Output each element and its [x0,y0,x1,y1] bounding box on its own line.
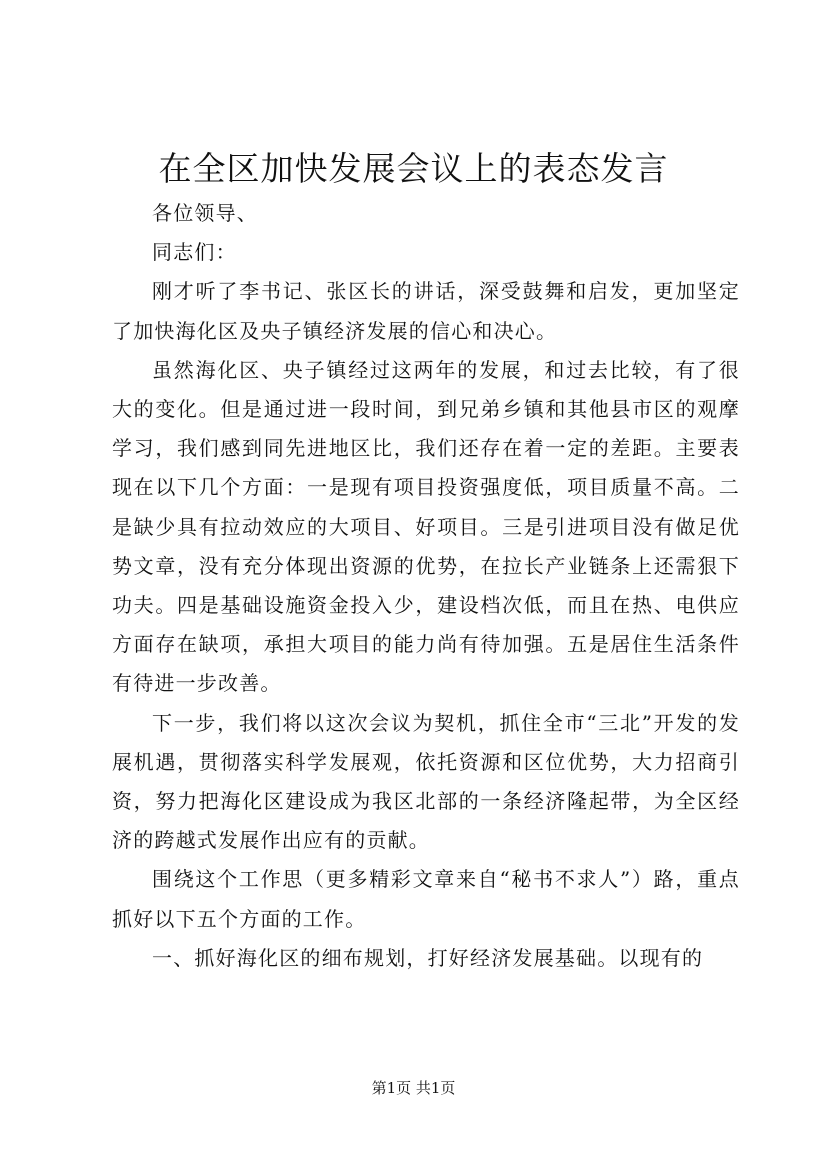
paragraph-focus: 围绕这个工作思（更多精彩文章来自“秘书不求人”）路，重点抓好以下五个方面的工作。 [112,867,740,931]
document-body [112,194,740,978]
paragraph-next-steps: 下一步，我们将以这次会议为契机，抓住全市“三北”开发的发展机遇，贯彻落实科学发展观，依托资源和区位优势，大力招商引资，努力把海化区建设成为我区北部的一条经济隆起带，为全区经济的跨越式发展作出应有的贡献。 [112,710,740,853]
paragraph-gaps: 虽然海化区、央子镇经过这两年的发展，和过去比较，有了很大的变化。但是通过进一段时间，到兄弟乡镇和其他县市区的观摩学习，我们感到同先进地区比，我们还存在着一定的差距。主要表现在以下几个方面：一是现有项目投资强度低，项目质量不高。二是缺少具有拉动效应的大项目、好项目。三是引进项目没有做足优势文章，没有充分体现出资源的优势，在拉长产业链条上还需狠下功夫。四是基础设施资金投入少，建设档次低，而且在热、电供应方面存在缺项，承担大项目的能力尚有待加强。五是居住生活条件有待进一步改善。 [112,357,740,696]
paragraph-point-one: 一、抓好海化区的细布规划，打好经济发展基础。以现有的 [152,945,704,970]
paragraph-salutation-2: 同志们： [152,240,237,265]
page-number-footer: 第1页 共1页 [371,1079,456,1097]
paragraph-opening: 刚才听了李书记、张区长的讲话，深受鼓舞和启发，更加坚定了加快海化区及央子镇经济发展的信心和决心。 [112,279,740,343]
paragraph-salutation-1: 各位领导、 [152,201,258,225]
document-title: 在全区加快发展会议上的表态发言 [158,149,669,188]
